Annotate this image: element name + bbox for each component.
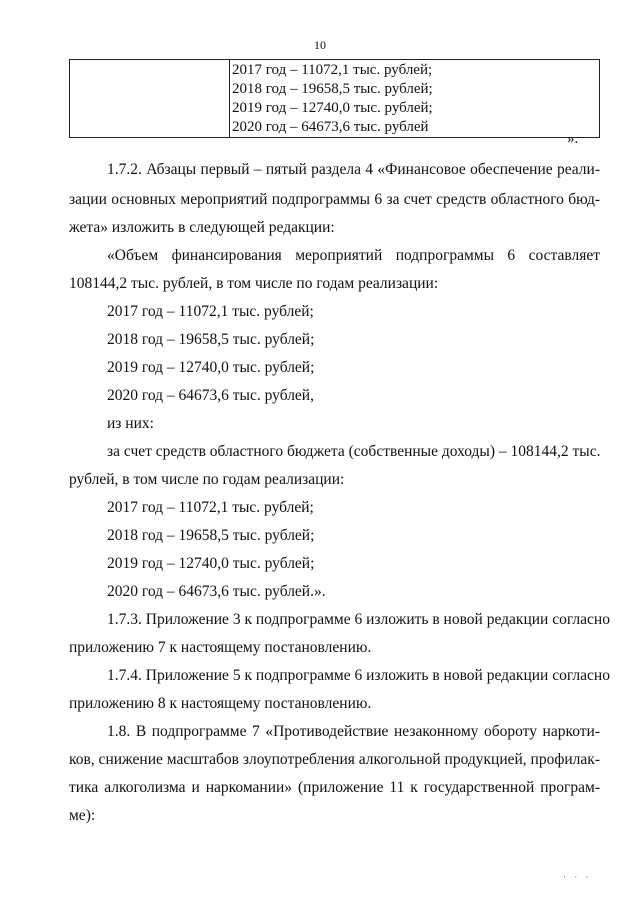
year-line-2017: 2017 год – 11072,1 тыс. рублей; [107,303,314,320]
paragraph-1-7-2-line-2: зации основных мероприятий подпрограммы 6 за счет средств областного бюд- [69,191,600,208]
paragraph-1-7-4-line-2: приложению 8 к настоящему постановлению. [69,695,372,712]
budget-year-line-2017: 2017 год – 11072,1 тыс. рублей; [107,499,314,516]
table-year-line: 2019 год – 12740,0 тыс. рублей; [232,100,433,116]
year-line-2019: 2019 год – 12740,0 тыс. рублей; [107,359,315,376]
paragraph-1-7-2-line-1: 1.7.2. Абзацы первый – пятый раздела 4 «Финансовое обеспечение реали- [107,161,600,178]
year-line-2020: 2020 год – 64673,6 тыс. рублей, [107,387,314,404]
page-number: 10 [314,38,326,52]
paragraph-1-8-line-4: ме): [69,807,96,824]
quote-paragraph-line-2: 108144,2 тыс. рублей, в том числе по годам реализации: [69,275,439,292]
quote-paragraph-line-1: «Объем финансирования мероприятий подпрограммы 6 составляет [107,247,600,264]
table-year-line: 2020 год – 64673,6 тыс. рублей [232,119,429,135]
scan-mark: · · · [563,872,592,882]
budget-year-line-2019: 2019 год – 12740,0 тыс. рублей; [107,555,315,572]
table-year-line: 2017 год – 11072,1 тыс. рублей; [232,62,433,78]
table-cell-years [230,60,600,138]
paragraph-1-7-4-line-1: 1.7.4. Приложение 5 к подпрограмме 6 изложить в новой редакции согласно [107,667,610,684]
paragraph-1-8-line-2: ков, снижение масштабов злоупотребления алкогольной продукцией, профилак- [69,751,600,768]
table-cell-empty [70,60,230,138]
paragraph-1-8-line-1: 1.8. В подпрограмме 7 «Противодействие незаконному обороту наркоти- [107,723,600,740]
paragraph-1-8-line-3: тика алкоголизма и наркомании» (приложение 11 к государственной програм- [69,779,600,796]
financing-table [69,59,600,138]
closing-quote: ». [567,131,579,147]
table-year-line: 2018 год – 19658,5 тыс. рублей; [232,81,433,97]
of-them-line: из них: [107,415,154,432]
paragraph-1-7-2-line-3: жета» изложить в следующей редакции: [69,219,335,236]
year-line-2018: 2018 год – 19658,5 тыс. рублей; [107,331,315,348]
budget-year-line-2020: 2020 год – 64673,6 тыс. рублей.». [107,583,326,600]
regional-budget-line-2: рублей, в том числе по годам реализации: [69,471,345,488]
paragraph-1-7-3-line-1: 1.7.3. Приложение 3 к подпрограмме 6 изложить в новой редакции согласно [107,611,610,628]
paragraph-1-7-3-line-2: приложению 7 к настоящему постановлению. [69,639,372,656]
table-row [70,60,600,138]
regional-budget-line-1: за счет средств областного бюджета (собственные доходы) – 108144,2 тыс. [107,443,601,460]
budget-year-line-2018: 2018 год – 19658,5 тыс. рублей; [107,527,315,544]
